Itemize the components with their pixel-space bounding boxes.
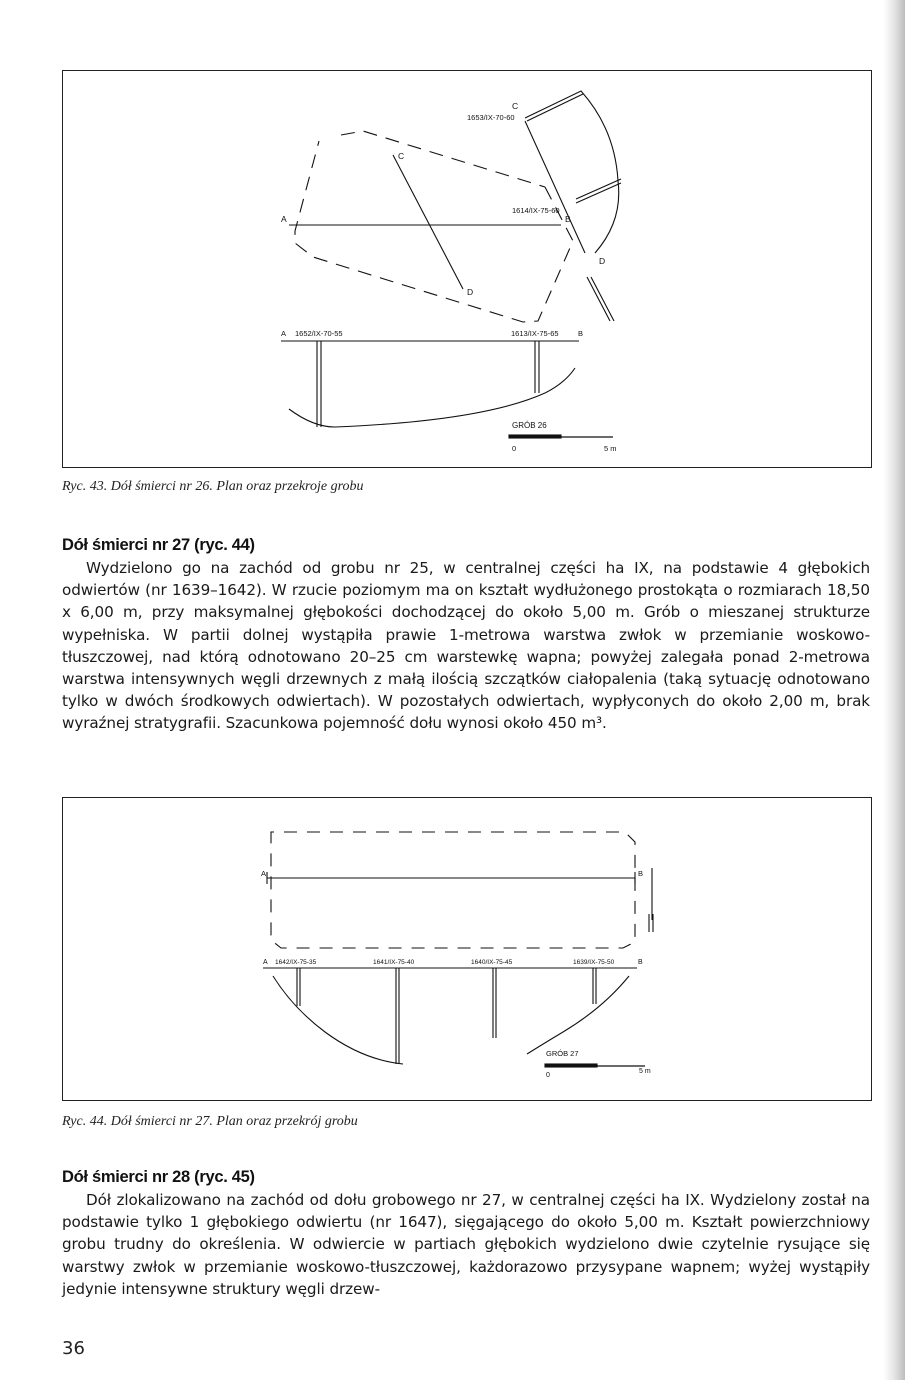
label-bore-1653: 1653/IX-70-60 [467,113,515,122]
label-a-section: A [281,329,287,338]
section-line-c-d [393,155,463,289]
label-c-top: C [512,101,519,111]
figure-44-drawing [63,798,871,1100]
heading-section-27: Dół śmierci nr 27 (ryc. 44) [62,536,255,554]
figure-43 [62,70,872,468]
label-scale-0: 0 [512,444,517,453]
label-grave-27: GRÓB 27 [546,1049,579,1058]
section-bottom-left [273,976,403,1064]
label-b-section: B [578,329,584,338]
label-bore-1613: 1613/IX-75-65 [511,329,559,338]
label-b-plan: B [638,869,644,878]
grave-outline-plan [271,832,635,948]
label-a-plan: A [261,869,267,878]
paragraph-section-28: Dół zlokalizowano na zachód od dołu grobowego nr 27, w centralnej części ha IX. Wydzielony został na podstawie tylko 1 głębokiego odwiertu (nr 1647), sięgającego do około 5,00 m. Kształt powierzchniowy grobu trudny do określenia. W odwiercie w partiach głębokich wydzielono dwie czytelnie rysujące się warstwy zwłok w przemianie woskowo-tłuszczowej, każdorazowo przysypane wapnem; wyżej wystąpiły jedynie intensywne struktury węgli drzew- [62,1191,870,1298]
label-scale-5m: 5 m [604,444,617,453]
grave-outline-plan [295,131,573,322]
figure-44 [62,797,872,1101]
label-scale-5m: 5 m [639,1068,651,1075]
page-edge-shadow [883,0,905,1380]
label-c-mid: C [398,151,405,161]
label-bore-1640: 1640/IX-75-45 [471,959,513,966]
label-a-section: A [263,959,268,966]
paragraph-section-27: Wydzielono go na zachód od grobu nr 25, w centralnej części ha IX, na podstawie 4 głębokich odwiertów (nr 1639–1642). W rzucie poziomym ma on kształt wydłużonego prostokąta o rozmiarach 18,50 x 6,00 m, przy maksymalnej głębokości dochodzącej do około 5,00 m. Grób o mieszanej strukturze wypełniska. W partii dolnej wystąpiła prawie 1-metrowa warstwa zwłok w przemianie woskowo-tłuszczowej, nad którą odnotowano 20–25 cm warstewkę wapna; powyżej zalegała ponad 2-metrowa warstwa intensywnych węgli drzewnych z małą ilością szczątków ciałopalenia (taką sytuację odnotowano tylko w dwóch środkowych odwiertach). W pozostałych odwiertach, wypłyconych do około 2,00 m, brak wyraźnej stratygrafii. Szacunkowa pojemność dołu wynosi około 450 m³. [62,559,870,733]
figure-44-caption: Ryc. 44. Dół śmierci nr 27. Plan oraz przekrój grobu [62,1114,358,1129]
label-a-plan: A [281,214,287,224]
label-b-plan: B [565,214,571,224]
label-bore-1642: 1642/IX-75-35 [275,959,317,966]
section-bottom-right [527,976,629,1054]
label-d-right: D [599,256,606,266]
figure-43-caption: Ryc. 43. Dół śmierci nr 26. Plan oraz przekroje grobu [62,479,364,494]
label-bore-1639: 1639/IX-75-50 [573,959,615,966]
section-line-c-d-outer [525,121,585,253]
label-bore-1641: 1641/IX-75-40 [373,959,415,966]
figure-43-drawing [63,71,871,467]
label-bore-1614: 1614/IX-75-60 [512,206,560,215]
label-scale-0: 0 [546,1072,550,1079]
label-bore-1652: 1652/IX-70-55 [295,329,343,338]
label-grave-26: GRÓB 26 [512,421,547,430]
label-d-mid: D [467,287,474,297]
heading-section-28: Dół śmierci nr 28 (ryc. 45) [62,1168,255,1186]
page-number: 36 [62,1338,85,1359]
label-b-section: B [638,959,643,966]
section-a-b-bottom [289,368,575,427]
